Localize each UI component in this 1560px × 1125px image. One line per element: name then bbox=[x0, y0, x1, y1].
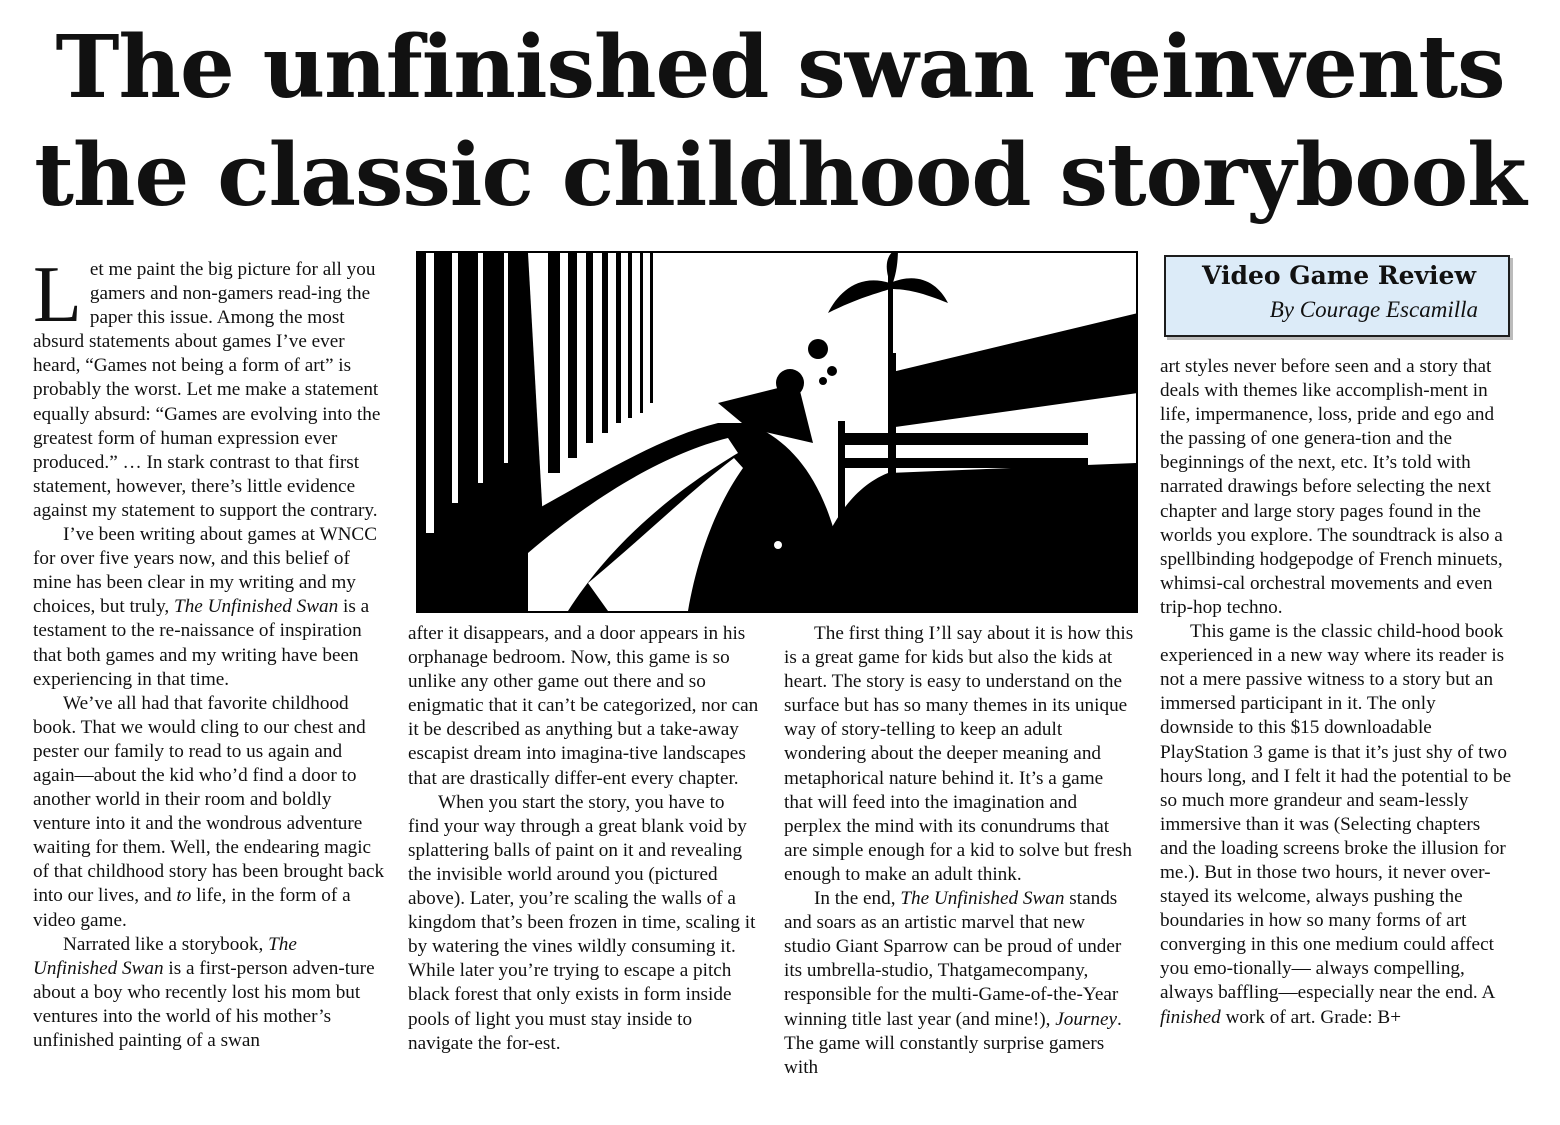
paragraph: after it disappears, and a door appears in his orphanage bedroom. Now, this game is so unlike any other game out there and so enigmatic that it can’t be categorized, nor can it be described as anything but a take-away escapist dream into imagina-tive landscapes that are drastically differ-ent every chapter. bbox=[408, 623, 759, 789]
drop-cap: L bbox=[33, 251, 82, 339]
paragraph: Narrated like a storybook, The Unfinished Swan is a first-person adven-ture about a boy who recently lost his mom but ventures into the world of his mother’s unfinished painting of a swan bbox=[33, 933, 375, 1051]
headline-line-2: the classic childhood storybook bbox=[34, 125, 1526, 226]
paragraph: art styles never before seen and a story that deals with themes like accomplish-ment in life, impermanence, loss, pride and ego and the passing of one genera-tion and the beginnings of the next, etc. It’s told with narrated drawings before selecting the next chapter and large story pages found in the worlds you explore. The soundtrack is also a spellbinding hodgepodge of French minuets, whimsi-cal orchestral movements and even trip-hop techno. bbox=[1160, 356, 1503, 618]
paragraph: This game is the classic child-hood book experienced in a new way where its reader is not a mere passive witness to a story but an immersed participant in it. The only downside to this $15 downloadable PlayStation 3 game is that it’s just shy of two hours long, and I felt it had the potential to be so much more grandeur and seam-lessly immersive than it was (Selecting chapters and the loading screens broke the illusion for me.). But in those two hours, it never over-stayed its welcome, always pushing the boundaries in how so many forms of art converging in this one medium could affect you emo-tionally— always compelling, always baffling—especially near the end. A finished work of art. Grade: B+ bbox=[1160, 621, 1512, 1028]
paragraph-intro: Let me paint the big picture for all you gamers and non-gamers read-ing the paper this issue. Among the most absurd statements about games I’ve ever heard, “Games not being a form of art” is probably the worst. Let me make a statement equally absurd: “Games are evolving into the greatest form of human expression ever produced.” … In stark contrast to that first statement, however, there’s little evidence against my statement to support the contrary. bbox=[33, 251, 381, 521]
game-screenshot-photo bbox=[416, 251, 1138, 613]
paragraph: In the end, The Unfinished Swan stands and soars as an artistic marvel that new studio Giant Sparrow can be proud of under its umbrella-studio, Thatgamecompany, responsible for the multi-Game-of-the-Year winning title last year (and mine!), Journey. The game will constantly surprise gamers with bbox=[784, 888, 1122, 1078]
headline bbox=[0, 14, 1560, 230]
paragraph: When you start the story, you have to find your way through a great blank void by splattering balls of paint on it and revealing the invisible world around you (pictured above). Later, you’re scaling the walls of a kingdom that’s been frozen in time, scaling it by watering the vines wildly consuming it. While later you’re trying to escape a pitch black forest that only exists in form inside pools of light you must stay inside to navigate the for-est. bbox=[408, 791, 756, 1054]
review-author-byline: By Courage Escamilla bbox=[1269, 297, 1478, 322]
article-column-1 bbox=[33, 251, 385, 1053]
review-section-title: Video Game Review bbox=[1202, 261, 1476, 290]
article-column-3 bbox=[784, 622, 1136, 1080]
paragraph: The first thing I’ll say about it is how this is a great game for kids but also the kids at heart. The story is easy to understand on the surface but has so many themes in its unique way of story-telling to keep an adult wondering about the deeper meaning and metaphorical nature behind it. It’s a game that will feed into the imagination and perplex the mind with its conundrums that are simple enough for a kid to solve but fresh enough to make an adult think. bbox=[784, 623, 1134, 885]
headline-line-1: The unfinished swan reinvents bbox=[55, 17, 1505, 118]
paragraph: We’ve all had that favorite childhood book. That we would cling to our chest and pester our family to read to us again and again—about the kid who’d find a door to another world in their room and boldly venture into it and the wondrous adventure waiting for them. Well, the endearing magic of that childhood story has been brought back into our lives, and to life, in the form of a video game. bbox=[33, 692, 385, 931]
article-column-4 bbox=[1160, 355, 1512, 1030]
article-column-2 bbox=[408, 622, 760, 1056]
review-byline-box bbox=[1164, 255, 1510, 337]
game-screenshot-icon bbox=[418, 253, 1136, 611]
paragraph: I’ve been writing about games at WNCC for over five years now, and this belief of mine has been clear in my writing and my choices, but truly, The Unfinished Swan is a testament to the re-naissance of inspiration that both games and my writing have been experiencing in that time. bbox=[33, 524, 378, 690]
